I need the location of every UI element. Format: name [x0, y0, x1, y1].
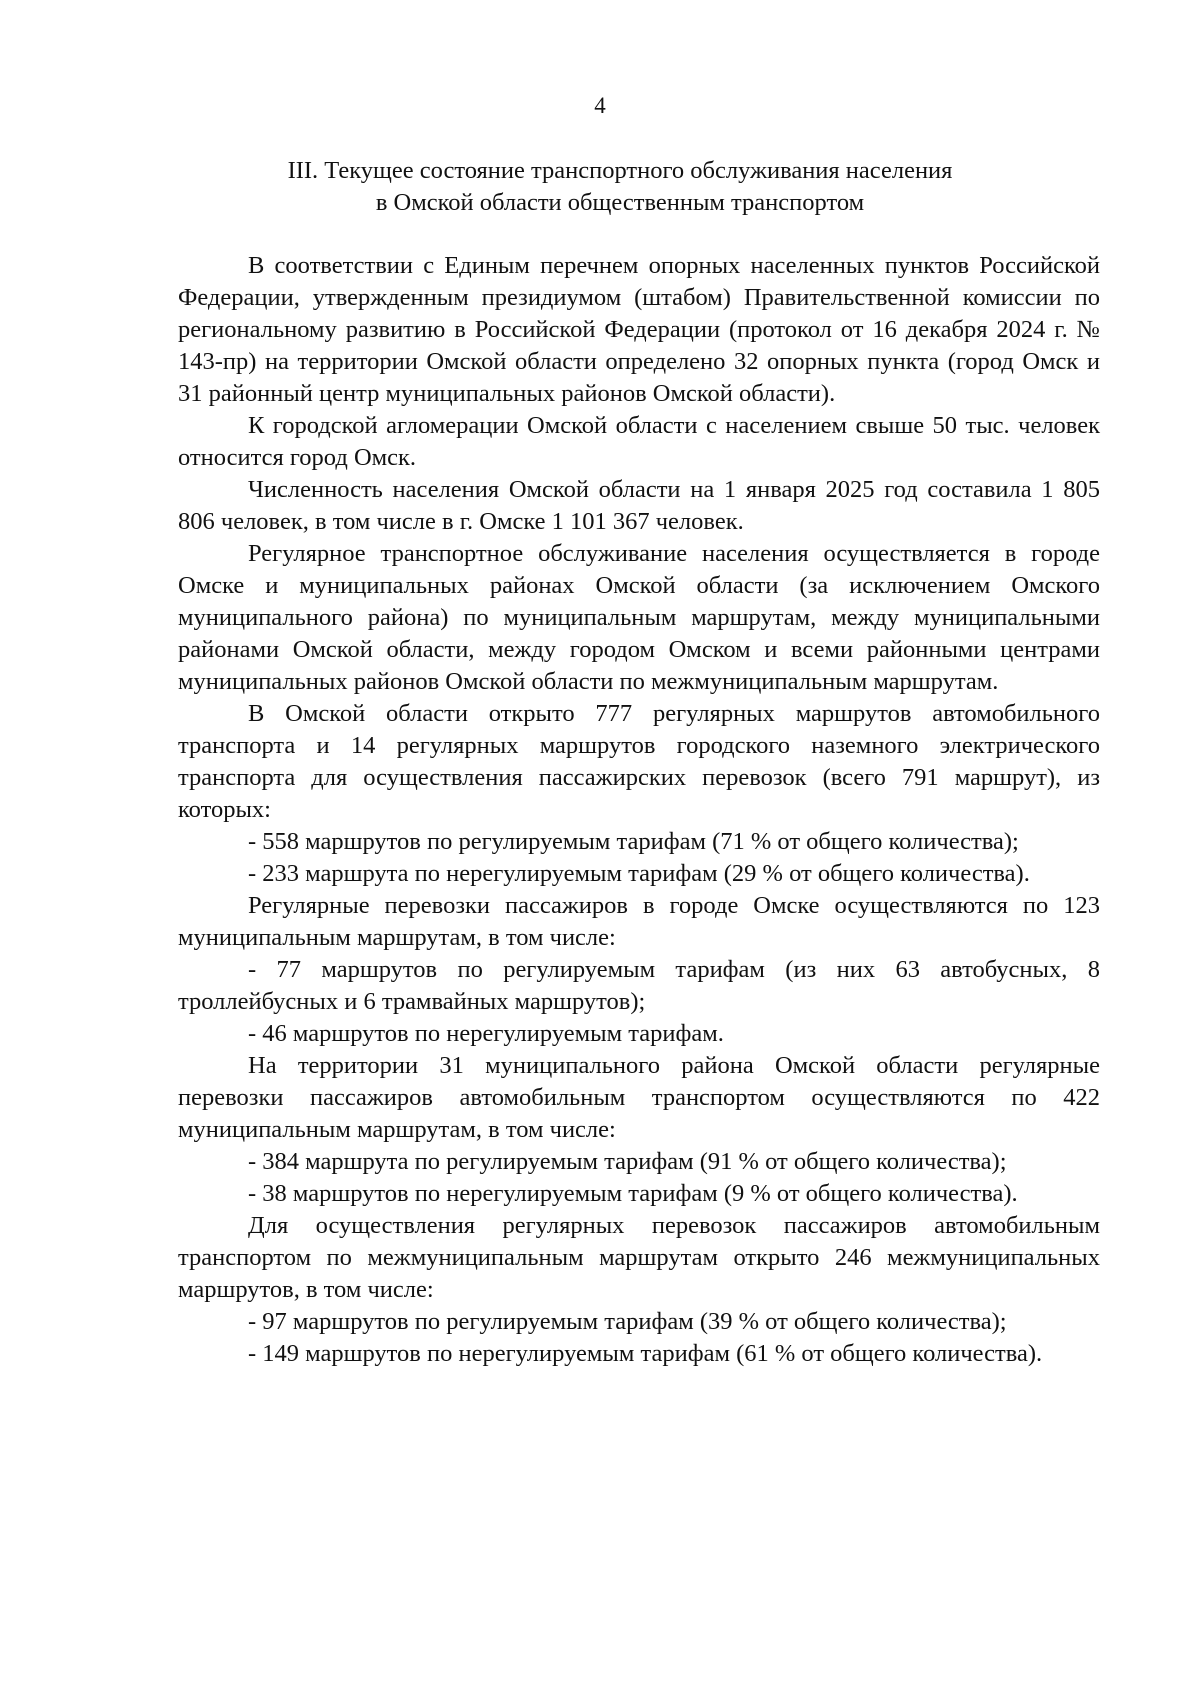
list-item-intermunicipal-unregulated: - 149 маршрутов по нерегулируемым тарифам (61 % от общего количества).	[248, 1340, 1043, 1367]
list-item-intermunicipal-regulated: - 97 маршрутов по регулируемым тарифам (39 % от общего количества);	[248, 1308, 1007, 1335]
paragraph-intermunicipal-routes: Для осуществления регулярных перевозок пассажиров автомобильным транспортом по межмуниципальным маршрутам открыто 246 межмуниципальных маршрутов, в том числе:	[178, 1212, 1100, 1303]
paragraph-agglomeration: К городской агломерации Омской области с населением свыше 50 тыс. человек относится город Омск.	[178, 412, 1100, 471]
list-item-district-regulated: - 384 маршрута по регулируемым тарифам (91 % от общего количества);	[248, 1148, 1007, 1175]
paragraph-reference-points: В соответствии с Единым перечнем опорных населенных пунктов Российской Федерации, утвержденным президиумом (штабом) Правительственной комиссии по региональному развитию в Российской Федерации (протокол от 16 декабря 2024 г. № 143-пр) на территории Омской области определено 32 опорных пункта (город Омск и 31 районный центр муниципальных районов Омской области).	[178, 252, 1100, 407]
section-title-line-1: III. Текущее состояние транспортного обслуживания населения	[287, 157, 953, 184]
paragraph-district-routes: На территории 31 муниципального района Омской области регулярные перевозки пассажиров автомобильным транспортом осуществляются по 422 муниципальным маршрутам, в том числе:	[178, 1052, 1100, 1143]
section-title-line-2: в Омской области общественным транспортом	[375, 189, 865, 216]
list-item-omsk-unregulated: - 46 маршрутов по нерегулируемым тарифам.	[248, 1020, 724, 1047]
paragraph-population: Численность населения Омской области на 1 января 2025 год составила 1 805 806 человек, в том числе в г. Омске 1 101 367 человек.	[178, 476, 1100, 535]
list-item-omsk-regulated: - 77 маршрутов по регулируемым тарифам (из них 63 автобусных, 8 троллейбусных и 6 трамвайных маршрутов);	[178, 956, 1100, 1015]
paragraph-open-routes: В Омской области открыто 777 регулярных маршрутов автомобильного транспорта и 14 регулярных маршрутов городского наземного электрического транспорта для осуществления пассажирских перевозок (всего 791 маршрут), из которых:	[178, 700, 1100, 823]
list-item-unregulated-routes: - 233 маршрута по нерегулируемым тарифам (29 % от общего количества).	[248, 860, 1030, 887]
list-item-regulated-routes: - 558 маршрутов по регулируемым тарифам (71 % от общего количества);	[248, 828, 1019, 855]
page-number: 4	[594, 93, 606, 118]
section-title	[175, 155, 1065, 219]
paragraph-regular-service: Регулярное транспортное обслуживание населения осуществляется в городе Омске и муниципальных районах Омской области (за исключением Омского муниципального района) по муниципальным маршрутам, между муниципальными районами Омской области, между городом Омском и всеми районными центрами муниципальных районов Омской области по межмуниципальным маршрутам.	[178, 540, 1100, 695]
list-item-district-unregulated: - 38 маршрутов по нерегулируемым тарифам (9 % от общего количества).	[248, 1180, 1018, 1207]
document-body	[178, 250, 1100, 1370]
paragraph-omsk-city-routes: Регулярные перевозки пассажиров в городе Омске осуществляются по 123 муниципальным маршрутам, в том числе:	[178, 892, 1100, 951]
